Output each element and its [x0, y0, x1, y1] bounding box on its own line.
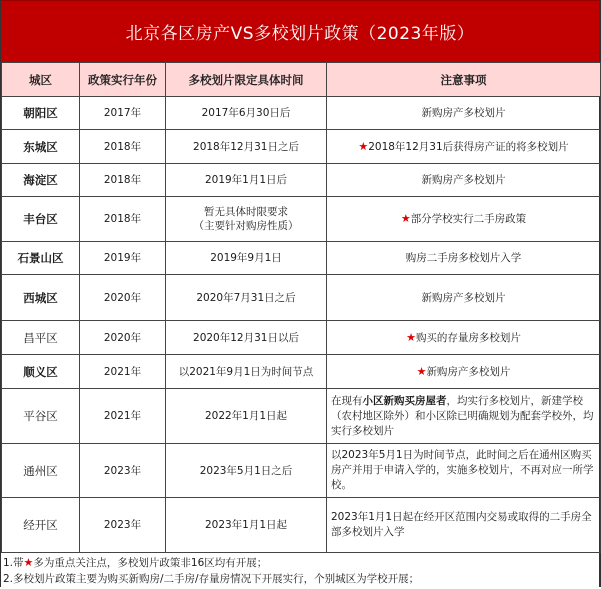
- footnotes: [1, 553, 599, 589]
- note-text: 部分学校实行二手房政策: [410, 213, 527, 225]
- time-cell: 2023年5月1日之后: [166, 444, 327, 498]
- year-cell: 2018年: [80, 197, 166, 242]
- time-cell: 2022年1月1日起: [166, 389, 327, 444]
- time-cell: 2019年1月1日后: [166, 164, 327, 197]
- year-cell: 2021年: [80, 389, 166, 444]
- time-cell: 2023年1月1日起: [166, 498, 327, 553]
- page-title: 北京各区房产VS多校划片政策（2023年版）: [1, 0, 599, 62]
- table-header-row: [2, 63, 601, 97]
- header-district: 城区: [2, 63, 80, 97]
- note-cell: 新购房产多校划片: [327, 164, 601, 197]
- time-cell: 2019年9月1日: [166, 242, 327, 275]
- time-cell: 2018年12月31日之后: [166, 130, 327, 164]
- district-cell: 西城区: [2, 275, 80, 321]
- year-cell: 2021年: [80, 355, 166, 389]
- year-cell: 2020年: [80, 275, 166, 321]
- note-text: 在现有: [331, 394, 363, 407]
- star-icon: ★: [23, 556, 34, 569]
- district-cell: 石景山区: [2, 242, 80, 275]
- table-row: [2, 389, 601, 444]
- footnote-text: 1.带: [3, 557, 24, 569]
- table-row: [2, 242, 601, 275]
- time-line: 暂无具体时限要求: [204, 206, 288, 218]
- footnote-text: 多为重点关注点，多校划片政策非16区均有开展；: [33, 557, 268, 569]
- note-cell: [327, 321, 601, 355]
- table-row: [2, 97, 601, 130]
- district-cell: 朝阳区: [2, 97, 80, 130]
- district-cell: 东城区: [2, 130, 80, 164]
- time-cell: [166, 197, 327, 242]
- year-cell: 2017年: [80, 97, 166, 130]
- note-cell: [327, 197, 601, 242]
- table-row: [2, 355, 601, 389]
- time-cell: 2020年7月31日之后: [166, 275, 327, 321]
- footnote-1: [3, 555, 597, 571]
- note-emphasis: 小区新购买房屋者: [362, 394, 447, 407]
- note-text: 2018年12月31后获得房产证的将多校划片: [368, 140, 569, 153]
- year-cell: 2018年: [80, 164, 166, 197]
- note-cell: [327, 130, 601, 164]
- table-row: [2, 321, 601, 355]
- header-year: 政策实行年份: [80, 63, 166, 97]
- time-line: （主要针对购房性质）: [193, 220, 299, 232]
- district-cell: 经开区: [2, 498, 80, 553]
- district-cell: 丰台区: [2, 197, 80, 242]
- note-cell: 新购房产多校划片: [327, 97, 601, 130]
- note-cell: 2023年1月1日起在经开区范围内交易或取得的二手房全部多校划片入学: [327, 498, 601, 553]
- year-cell: 2023年: [80, 498, 166, 553]
- time-cell: 2017年6月30日后: [166, 97, 327, 130]
- star-icon: ★: [400, 212, 411, 225]
- policy-table: [1, 62, 601, 553]
- star-icon: ★: [358, 139, 369, 153]
- time-cell: 2020年12月31日以后: [166, 321, 327, 355]
- note-cell: [327, 389, 601, 444]
- footnote-2: 2.多校划片政策主要为购买新购房/二手房/存量房情况下开展实行，个别城区为学校开展；: [3, 573, 420, 585]
- table-row: [2, 498, 601, 553]
- header-notes: 注意事项: [327, 63, 601, 97]
- note-text: 购买的存量房多校划片: [415, 331, 521, 344]
- note-text: 新购房产多校划片: [426, 365, 511, 378]
- district-cell: 通州区: [2, 444, 80, 498]
- district-cell: 顺义区: [2, 355, 80, 389]
- note-text: ，均实行多校划片，新建学校（农村地区除外）和小区除已明确规划为配套学校外，均实行多校划片: [331, 394, 594, 437]
- table-row: [2, 197, 601, 242]
- star-icon: ★: [406, 330, 416, 344]
- note-cell: 以2023年5月1日为时间节点，此时间之后在通州区购买房产并用于申请入学的，实施多校划片，不再对应一所学校。: [327, 444, 601, 498]
- year-cell: 2018年: [80, 130, 166, 164]
- table-row: [2, 275, 601, 321]
- note-cell: 新购房产多校划片: [327, 275, 601, 321]
- district-cell: 平谷区: [2, 389, 80, 444]
- year-cell: 2023年: [80, 444, 166, 498]
- district-cell: 昌平区: [2, 321, 80, 355]
- time-cell: 以2021年9月1日为时间节点: [166, 355, 327, 389]
- note-cell: [327, 355, 601, 389]
- note-cell: 购房二手房多校划片入学: [327, 242, 601, 275]
- year-cell: 2020年: [80, 321, 166, 355]
- table-row: [2, 444, 601, 498]
- year-cell: 2019年: [80, 242, 166, 275]
- table-row: [2, 164, 601, 197]
- header-time: 多校划片限定具体时间: [166, 63, 327, 97]
- district-cell: 海淀区: [2, 164, 80, 197]
- star-icon: ★: [416, 364, 427, 378]
- table-row: [2, 130, 601, 164]
